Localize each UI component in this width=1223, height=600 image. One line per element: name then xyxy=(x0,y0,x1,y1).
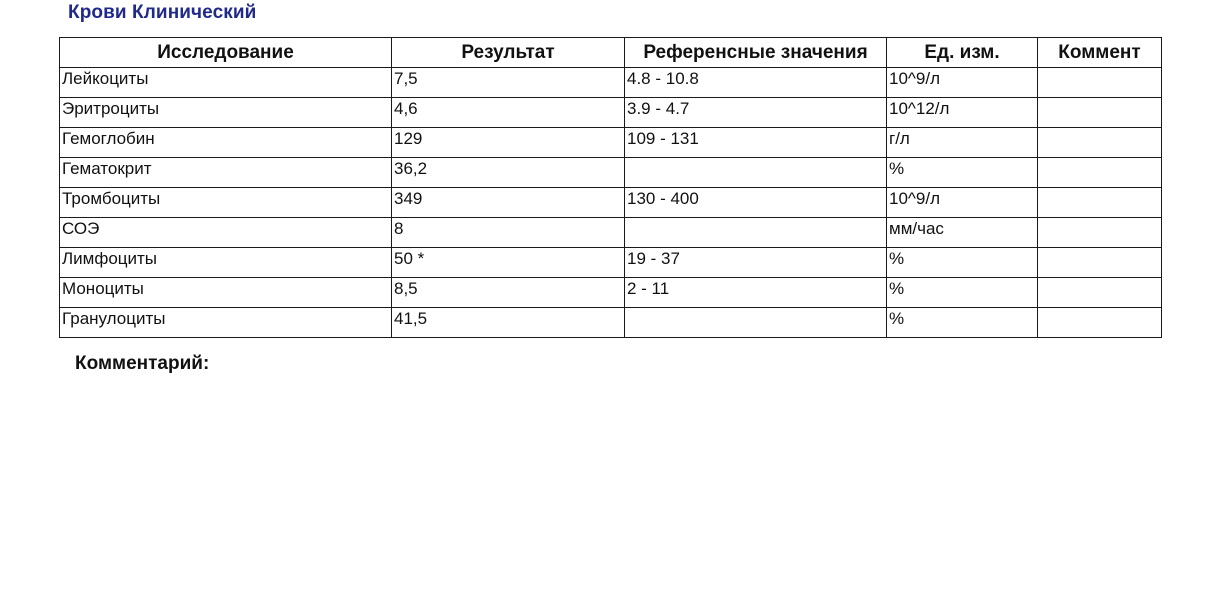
cell-comment xyxy=(1038,68,1162,98)
cell-result: 7,5 xyxy=(392,68,625,98)
header-comment: Коммент xyxy=(1038,38,1162,68)
cell-unit: % xyxy=(887,248,1038,278)
cell-unit: 10^12/л xyxy=(887,98,1038,128)
table-row xyxy=(60,218,1162,248)
cell-unit: мм/час xyxy=(887,218,1038,248)
cell-unit: 10^9/л xyxy=(887,68,1038,98)
cell-reference: 130 - 400 xyxy=(625,188,887,218)
cell-reference xyxy=(625,218,887,248)
cell-result: 129 xyxy=(392,128,625,158)
cell-unit: % xyxy=(887,278,1038,308)
cell-result: 8 xyxy=(392,218,625,248)
cell-result: 8,5 xyxy=(392,278,625,308)
table-row xyxy=(60,278,1162,308)
cell-unit: г/л xyxy=(887,128,1038,158)
cell-reference xyxy=(625,308,887,338)
cell-result: 50 * xyxy=(392,248,625,278)
cell-study: Эритроциты xyxy=(60,98,392,128)
cell-result: 349 xyxy=(392,188,625,218)
header-unit: Ед. изм. xyxy=(887,38,1038,68)
cell-comment xyxy=(1038,98,1162,128)
cell-study: СОЭ xyxy=(60,218,392,248)
cell-result: 4,6 xyxy=(392,98,625,128)
table-row xyxy=(60,128,1162,158)
results-table xyxy=(59,37,1162,338)
cell-study: Лимфоциты xyxy=(60,248,392,278)
cell-study: Гематокрит xyxy=(60,158,392,188)
document-title: Крови Клинический xyxy=(68,2,257,23)
cell-reference: 3.9 - 4.7 xyxy=(625,98,887,128)
table-row xyxy=(60,158,1162,188)
cell-study: Тромбоциты xyxy=(60,188,392,218)
cell-comment xyxy=(1038,308,1162,338)
table-row xyxy=(60,68,1162,98)
cell-reference: 2 - 11 xyxy=(625,278,887,308)
cell-study: Гранулоциты xyxy=(60,308,392,338)
cell-result: 36,2 xyxy=(392,158,625,188)
comment-label: Комментарий: xyxy=(75,353,210,374)
cell-study: Гемоглобин xyxy=(60,128,392,158)
cell-comment xyxy=(1038,248,1162,278)
cell-study: Моноциты xyxy=(60,278,392,308)
cell-unit: % xyxy=(887,158,1038,188)
table-row xyxy=(60,188,1162,218)
cell-result: 41,5 xyxy=(392,308,625,338)
cell-unit: % xyxy=(887,308,1038,338)
table-row xyxy=(60,308,1162,338)
table-header-row xyxy=(60,38,1162,68)
cell-study: Лейкоциты xyxy=(60,68,392,98)
table-row xyxy=(60,98,1162,128)
header-study: Исследование xyxy=(60,38,392,68)
cell-comment xyxy=(1038,188,1162,218)
cell-reference: 4.8 - 10.8 xyxy=(625,68,887,98)
cell-reference xyxy=(625,158,887,188)
header-result: Результат xyxy=(392,38,625,68)
cell-comment xyxy=(1038,158,1162,188)
cell-comment xyxy=(1038,278,1162,308)
table-row xyxy=(60,248,1162,278)
cell-reference: 19 - 37 xyxy=(625,248,887,278)
cell-unit: 10^9/л xyxy=(887,188,1038,218)
header-reference: Референсные значения xyxy=(625,38,887,68)
cell-comment xyxy=(1038,218,1162,248)
cell-reference: 109 - 131 xyxy=(625,128,887,158)
cell-comment xyxy=(1038,128,1162,158)
